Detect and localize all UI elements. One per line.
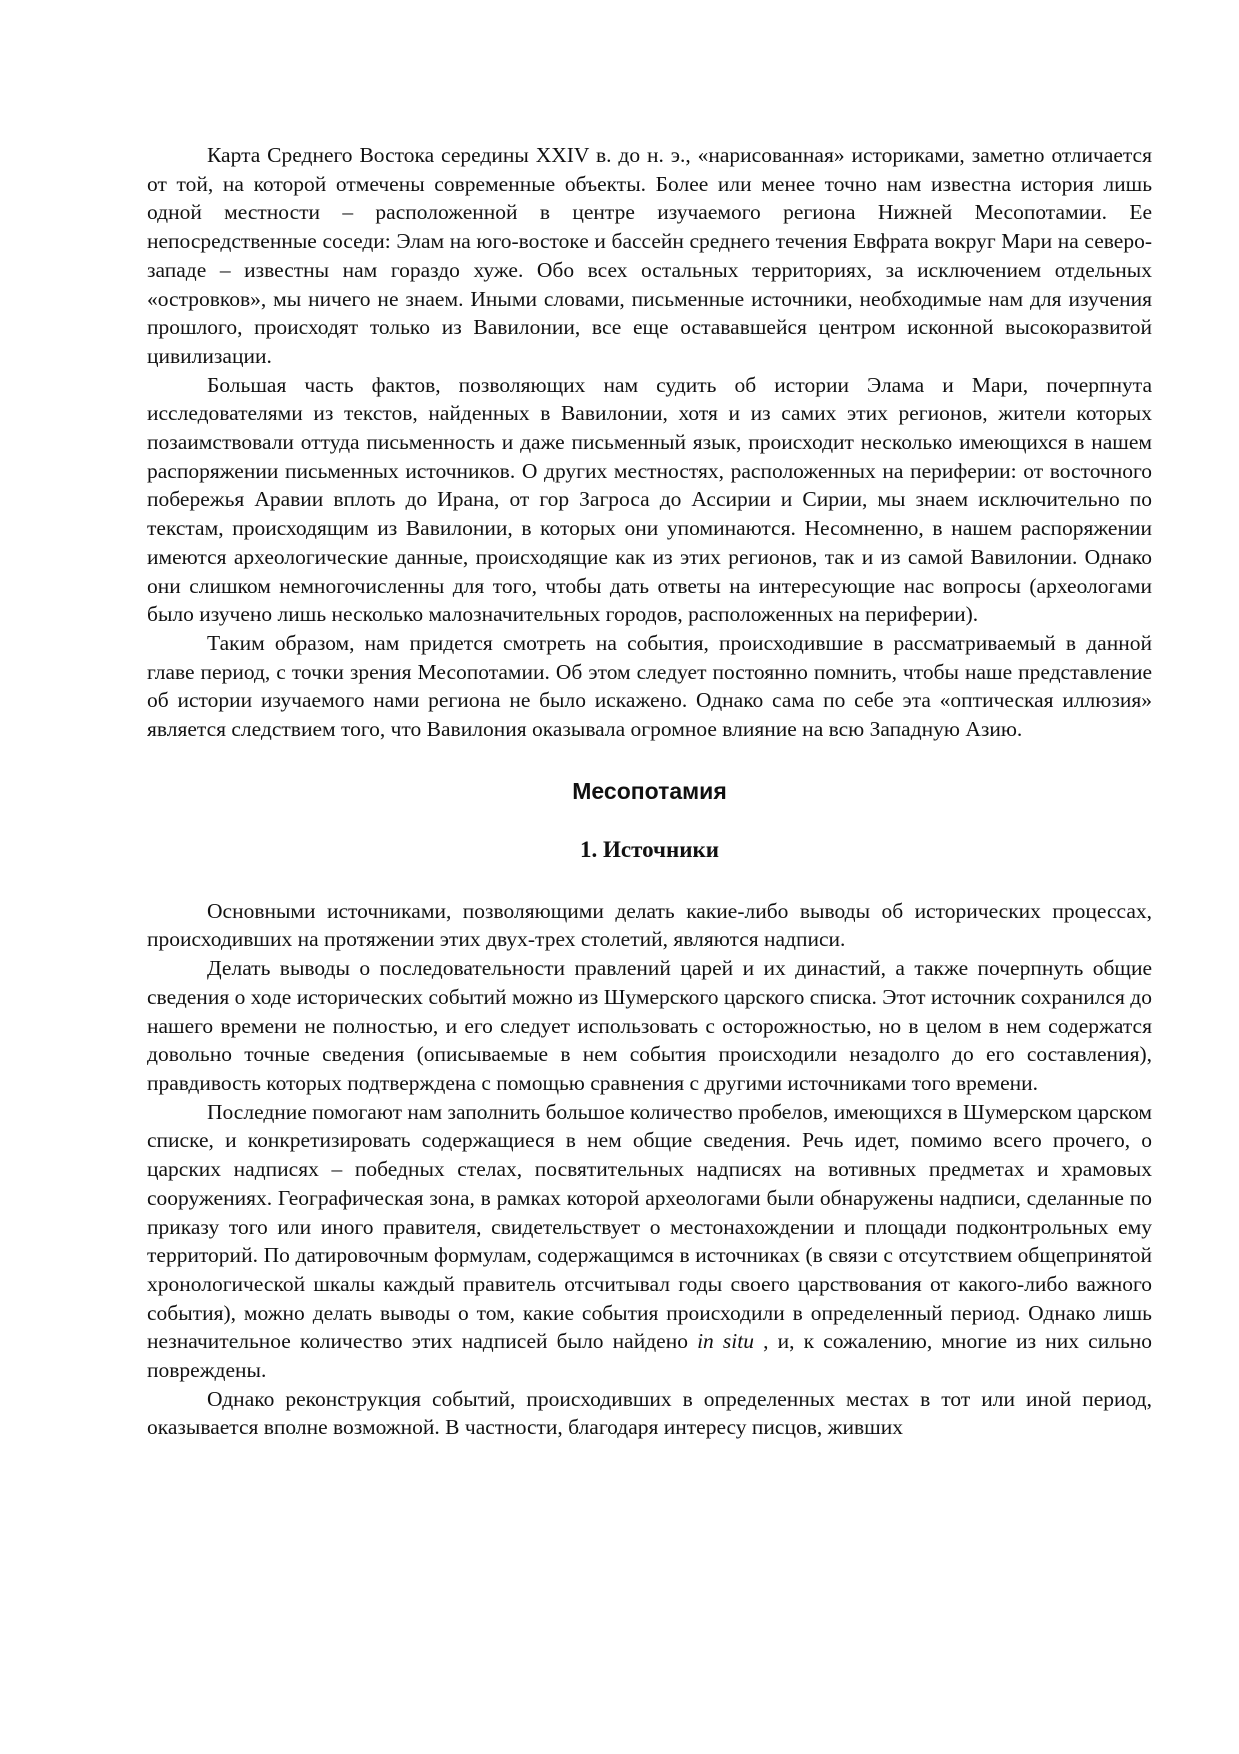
- section-heading: Месопотамия: [572, 777, 727, 804]
- body-paragraph: Большая часть фактов, позволяющих нам судить об истории Элама и Мари, почерпнута исследователями из текстов, найденных в Вавилонии, хотя и из самих этих регионов, жители которых позаимствовали оттуда письменность и даже письменный язык, происходит несколько имеющихся в нашем распоряжении письменных источников. О других местностях, расположенных на периферии: от восточного побережья Аравии вплоть до Ирана, от гор Загроса до Ассирии и Сирии, мы знаем исключительно по текстам, происходящим из Вавилонии, в которых они упоминаются. Несомненно, в нашем распоряжении имеются археологические данные, происходящие как из этих регионов, так и из самой Вавилонии. Однако они слишком немногочисленны для того, чтобы дать ответы на интересующие нас вопросы (археологами было изучено лишь несколько малозначительных городов, расположенных на периферии).: [147, 372, 1152, 627]
- body-paragraph: Таким образом, нам придется смотреть на события, происходившие в рассматриваемый в данной главе период, с точки зрения Месопотамии. Об этом следует постоянно помнить, чтобы наше представление об истории изучаемого нами региона не было искажено. Однако сама по себе эта «оптическая иллюзия» является следствием того, что Вавилония оказывала огромное влияние на всю Западную Азию.: [147, 630, 1152, 742]
- paragraph-text: Последние помогают нам заполнить большое количество пробелов, имеющихся в Шумерском царском списке, и конкретизировать содержащиеся в нем общие сведения. Речь идет, помимо всего прочего, о царских надписях – победных стелах, посвятительных надписях на вотивных предметах и храмовых сооружениях. Географическая зона, в рамках которой археологами были обнаружены надписи, сделанные по приказу того или иного правителя, свидетельствует о местонахождении и площади подконтрольных ему территорий. По датировочным формулам, содержащимся в источниках (в связи с отсутствием общепринятой хронологической шкалы каждый правитель отсчитывал годы своего царствования от какого-либо важного события), можно делать выводы о том, какие события происходили в определенный период. Однако лишь незначительное количество этих надписей было найдено: [147, 1099, 1152, 1354]
- body-paragraph: Карта Среднего Востока середины XXIV в. до н. э., «нарисованная» историками, заметно отличается от той, на которой отмечены современные объекты. Более или менее точно нам известна история лишь одной местности – расположенной в центре изучаемого региона Нижней Месопотамии. Ее непосредственные соседи: Элам на юго-востоке и бассейн среднего течения Евфрата вокруг Мари на северо-западе – известны нам гораздо хуже. Обо всех остальных территориях, за исключением отдельных «островков», мы ничего не знаем. Иными словами, письменные источники, необходимые нам для изучения прошлого, происходят только из Вавилонии, все еще остававшейся центром исконной высокоразвитой цивилизации.: [147, 143, 1152, 368]
- body-paragraph: [147, 1098, 1152, 1385]
- body-paragraph: Однако реконструкция событий, происходивших в определенных местах в тот или иной период, оказывается вполне возможной. В частности, благодаря интересу писцов, живших: [147, 1386, 1152, 1440]
- paragraph-text: , и, к сожалению, многие из них сильно повреждены.: [147, 1329, 1153, 1383]
- latin-term: in situ: [697, 1329, 754, 1354]
- body-paragraph: Основными источниками, позволяющими делать какие-либо выводы об исторических процессах, происходивших на протяжении этих двух-трех столетий, являются надписи.: [147, 898, 1152, 952]
- document-page: [147, 141, 1152, 1442]
- body-paragraph: Делать выводы о последовательности правлений царей и их династий, а также почерпнуть общие сведения о ходе исторических событий можно из Шумерского царского списка. Этот источник сохранился до нашего времени не полностью, и его следует использовать с осторожностью, но в целом в нем содержатся довольно точные сведения (описываемые в нем события происходили незадолго до его составления), правдивость которых подтверждена с помощью сравнения с другими источниками того времени.: [147, 956, 1152, 1095]
- subsection-heading: 1. Источники: [580, 836, 719, 862]
